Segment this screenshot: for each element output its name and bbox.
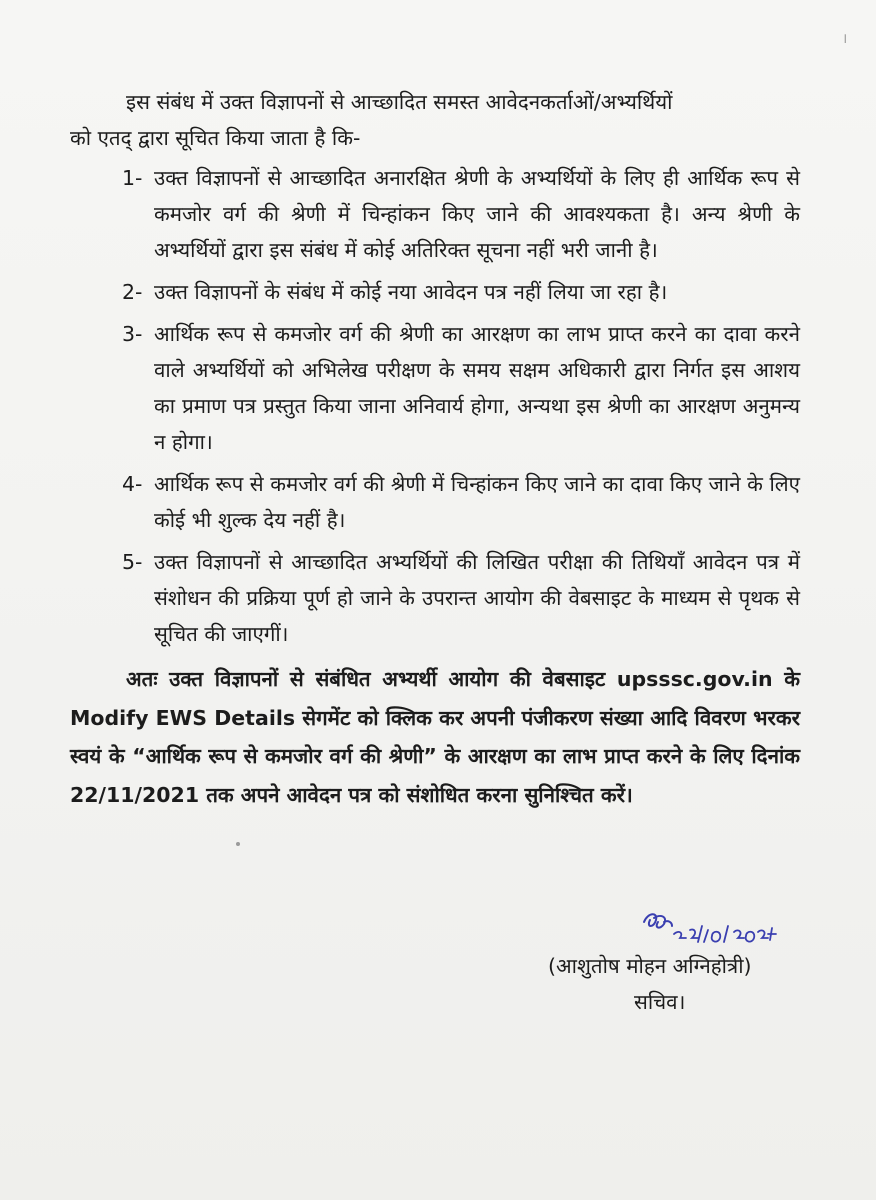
point-number: 4- [122, 472, 143, 496]
point-text: उक्त विज्ञापनों के संबंध में कोई नया आवेदन पत्र नहीं लिया जा रहा है। [154, 280, 668, 304]
point-number: 1- [122, 166, 143, 190]
point-text: आर्थिक रूप से कमजोर वर्ग की श्रेणी में चिन्हांकन किए जाने का दावा किए जाने के लिए कोई भी शुल्क देय नहीं है। [154, 472, 800, 532]
point-number: 3- [122, 322, 143, 346]
list-item [122, 544, 800, 652]
intro-paragraph [70, 84, 800, 156]
ink-speck [236, 842, 240, 846]
point-text: उक्त विज्ञापनों से आच्छादित अभ्यर्थियों की लिखित परीक्षा की तिथियाँ आवेदन पत्र में संशोधन की प्रक्रिया पूर्ण हो जाने के उपरान्त आयोग की वेबसाइट के माध्यम से पृथक से सूचित की जाएगीं। [154, 550, 800, 646]
closing-text: अतः उक्त विज्ञापनों से संबंधित अभ्यर्थी आयोग की वेबसाइट upsssc.gov.in के Modify EWS Details सेगमेंट को क्लिक कर अपनी पंजीकरण संख्या आदि विवरण भरकर स्वयं के “आर्थिक रूप से कमजोर वर्ग की श्रेणी” के आरक्षण का लाभ प्राप्त करने के लिए दिनांक 22/11/2021 तक अपने आवेदन पत्र को संशोधित करना सुनिश्चित करें। [70, 667, 800, 807]
intro-line-2: को एतद् द्वारा सूचित किया जाता है कि- [70, 126, 361, 150]
point-text: आर्थिक रूप से कमजोर वर्ग की श्रेणी का आरक्षण का लाभ प्राप्त करने का दावा करने वाले अभ्यर्थियों को अभिलेख परीक्षण के समय सक्षम अधिकारी द्वारा निर्गत इस आशय का प्रमाण पत्र प्रस्तुत किया जाना अनिवार्य होगा, अन्यथा इस श्रेणी का आरक्षण अनुमन्य न होगा। [154, 322, 800, 454]
closing-paragraph [70, 660, 800, 814]
list-item [122, 274, 800, 310]
signatory-designation: सचिव। [634, 990, 686, 1014]
corner-mark: । [842, 31, 848, 47]
list-item [122, 466, 800, 538]
point-number: 2- [122, 280, 143, 304]
list-item [122, 160, 800, 268]
intro-line-1: इस संबंध में उक्त विज्ञापनों से आच्छादित समस्त आवेदनकर्ताओं/अभ्यर्थियों [126, 90, 673, 114]
point-text: उक्त विज्ञापनों से आच्छादित अनारक्षित श्रेणी के अभ्यर्थियों के लिए ही आर्थिक रूप से कमजोर वर्ग की श्रेणी में चिन्हांकन किए जाने की आवश्यकता है। अन्य श्रेणी के अभ्यर्थियों द्वारा इस संबंध में कोई अतिरिक्त सूचना नहीं भरी जानी है। [154, 166, 800, 262]
point-number: 5- [122, 550, 143, 574]
signatory-name: (आशुतोष मोहन अग्निहोत्री) [548, 954, 752, 978]
list-item [122, 316, 800, 460]
numbered-points-list [122, 160, 800, 658]
